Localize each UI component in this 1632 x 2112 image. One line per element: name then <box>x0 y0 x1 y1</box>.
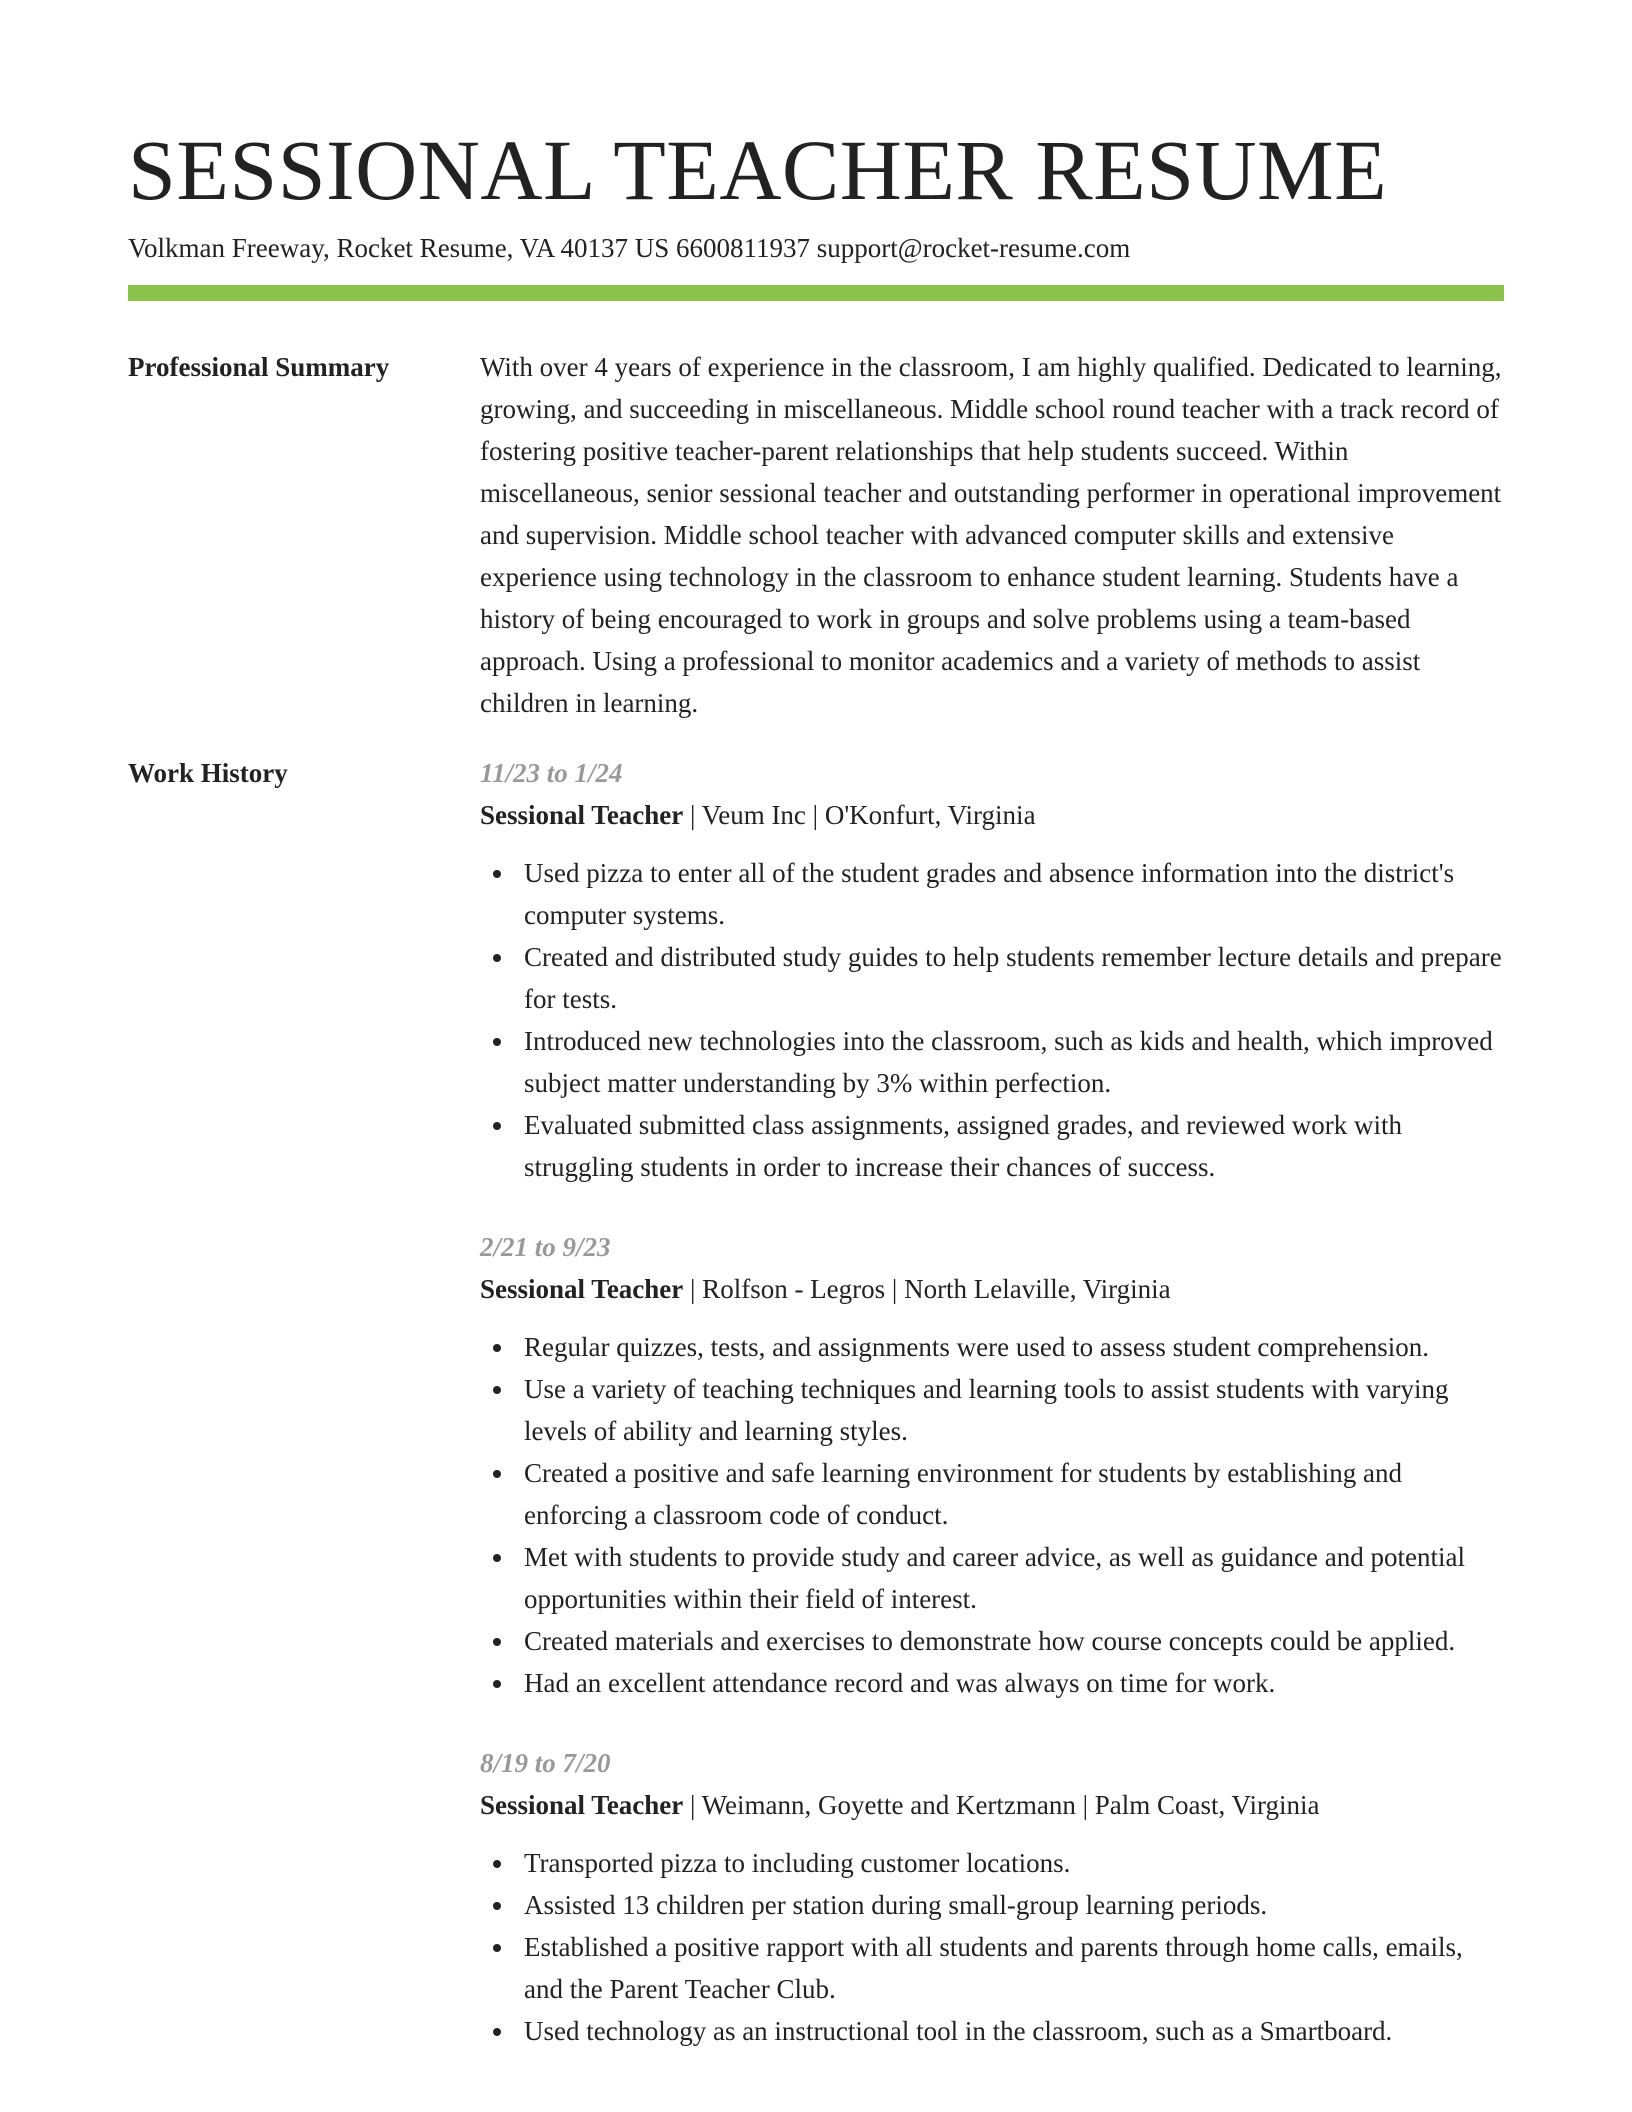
accent-divider <box>128 285 1504 301</box>
job-bullet-item: Use a variety of teaching techniques and learning tools to assist students with varying levels of ability and learning styles. <box>480 1368 1504 1452</box>
job-company-location: | Rolfson - Legros | North Lelaville, Virginia <box>683 1274 1171 1304</box>
job-bullet-item: Assisted 13 children per station during small-group learning periods. <box>480 1884 1504 1926</box>
section-label-summary: Professional Summary <box>128 352 390 382</box>
job-title: Sessional Teacher <box>480 1790 684 1820</box>
summary-text: With over 4 years of experience in the classroom, I am highly qualified. Dedicated to learning, growing, and succeeding in miscellaneous. Middle school round teacher with a track record of fostering positive teacher-parent relationships that help students succeed. Within miscellaneous, senior sessional teacher and outstanding performer in operational improvement and supervision. Middle school teacher with advanced computer skills and extensive experience using technology in the classroom to enhance student learning. Students have a history of being encouraged to work in groups and solve problems using a team-based approach. Using a professional to monitor academics and a variety of methods to assist children in learning. <box>480 352 1502 718</box>
job-entry <box>480 1742 1504 2052</box>
job-bullet-item: Created materials and exercises to demonstrate how course concepts could be applied. <box>480 1620 1504 1662</box>
job-bullet-item: Created a positive and safe learning environment for students by establishing and enforcing a classroom code of conduct. <box>480 1452 1504 1536</box>
section-label-work: Work History <box>128 758 288 788</box>
contact-line: Volkman Freeway, Rocket Resume, VA 40137 US 6600811937 support@rocket-resume.com <box>128 233 1131 263</box>
job-bullet-item: Introduced new technologies into the classroom, such as kids and health, which improved subject matter understanding by 3% within perfection. <box>480 1020 1504 1104</box>
job-dates: 8/19 to 7/20 <box>480 1748 611 1778</box>
job-bullet-list <box>480 1842 1504 2052</box>
job-bullet-item: Created and distributed study guides to help students remember lecture details and prepare for tests. <box>480 936 1504 1020</box>
job-title: Sessional Teacher <box>480 1274 684 1304</box>
job-bullet-item: Regular quizzes, tests, and assignments were used to assess student comprehension. <box>480 1326 1504 1368</box>
job-bullet-item: Used pizza to enter all of the student grades and absence information into the district's computer systems. <box>480 852 1504 936</box>
job-bullet-item: Used technology as an instructional tool in the classroom, such as a Smartboard. <box>480 2010 1504 2052</box>
job-company-location: | Veum Inc | O'Konfurt, Virginia <box>683 800 1036 830</box>
job-bullet-item: Established a positive rapport with all students and parents through home calls, emails, and the Parent Teacher Club. <box>480 1926 1504 2010</box>
job-bullet-list <box>480 1326 1504 1704</box>
job-bullet-list <box>480 852 1504 1188</box>
job-entry <box>480 752 1504 1188</box>
job-bullet-item: Met with students to provide study and career advice, as well as guidance and potential opportunities within their field of interest. <box>480 1536 1504 1620</box>
summary-body <box>480 346 1504 724</box>
job-company-location: | Weimann, Goyette and Kertzmann | Palm Coast, Virginia <box>683 1790 1320 1820</box>
job-bullet-item: Evaluated submitted class assignments, assigned grades, and reviewed work with struggling students in order to increase their chances of success. <box>480 1104 1504 1188</box>
job-entry <box>480 1226 1504 1704</box>
resume-title: SESSIONAL TEACHER RESUME <box>128 122 1388 218</box>
job-bullet-item: Transported pizza to including customer locations. <box>480 1842 1504 1884</box>
job-heading <box>480 1268 1504 1310</box>
job-dates: 2/21 to 9/23 <box>480 1232 611 1262</box>
job-title: Sessional Teacher <box>480 800 684 830</box>
job-heading <box>480 1784 1504 1826</box>
job-bullet-item: Had an excellent attendance record and was always on time for work. <box>480 1662 1504 1704</box>
job-heading <box>480 794 1504 836</box>
job-dates: 11/23 to 1/24 <box>480 758 623 788</box>
work-history-body <box>480 752 1504 2090</box>
